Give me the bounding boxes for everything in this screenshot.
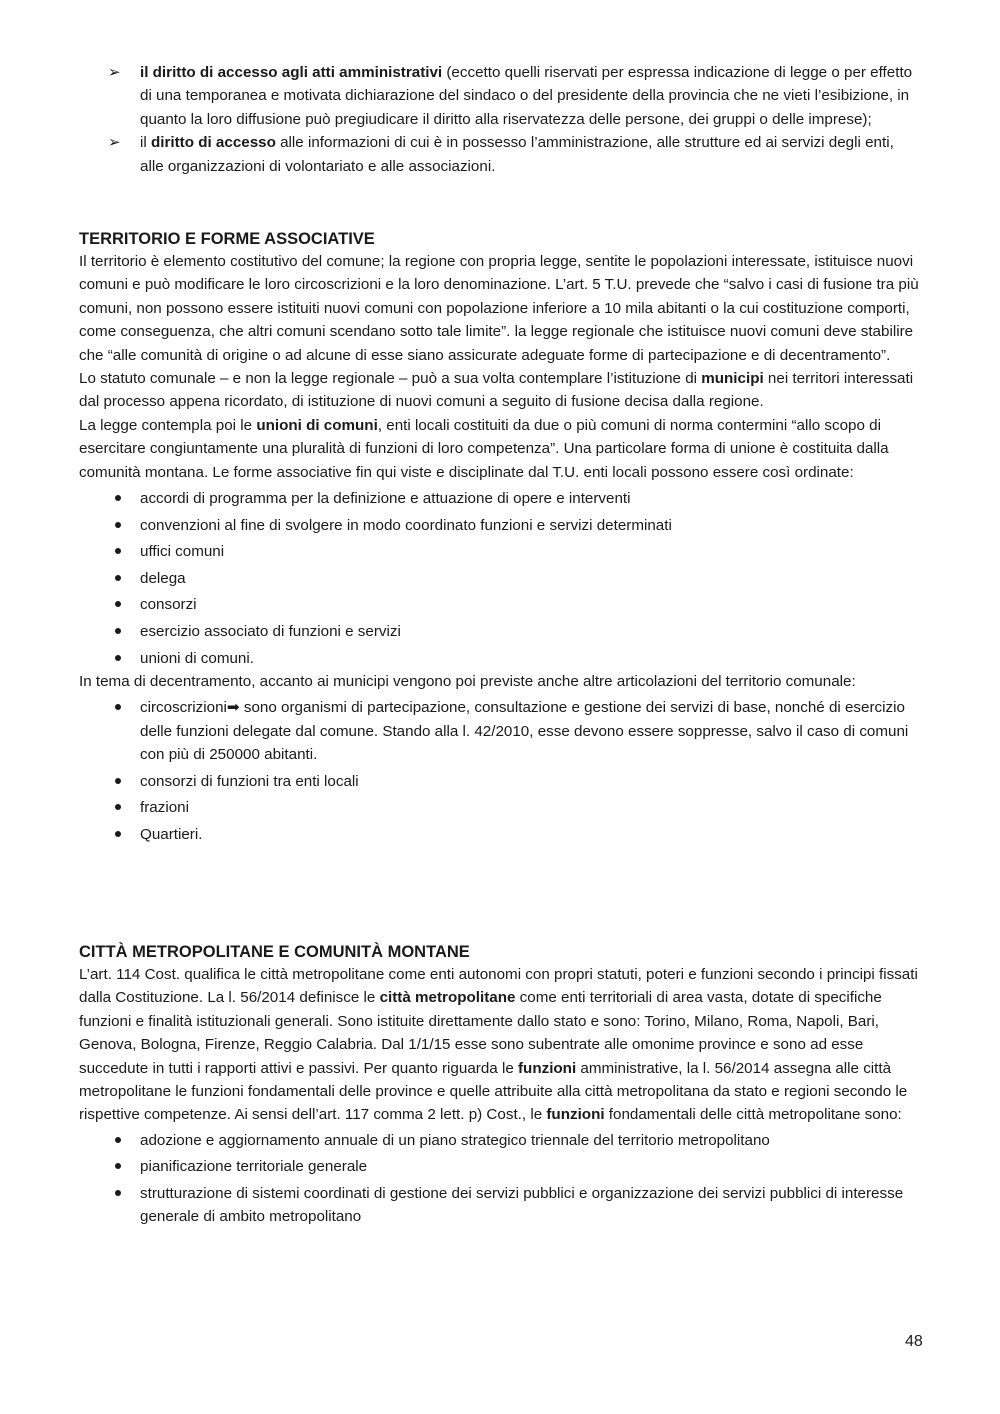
paragraph: La legge contempla poi le unioni di comuni, enti locali costituiti da due o più comuni di norma contermini “allo scopo di esercitare congiuntamente una pluralità di funzioni di loro competenza”. Una particolare forma di unione è costituita dalla comunità montana. Le forme associative fin qui viste e disciplinate dal T.U. enti locali possono essere così ordinate:: [79, 416, 889, 481]
section-heading: CITTÀ METROPOLITANE E COMUNITÀ MONTANE: [79, 943, 470, 961]
list-item: adozione e aggiornamento annuale di un piano strategico triennale del territorio metropolitano: [79, 1129, 919, 1152]
access-rights-list: [79, 61, 919, 178]
list-item: delega: [79, 567, 919, 590]
list-item: circoscrizioni➡ sono organismi di partecipazione, consultazione e gestione dei servizi di base, nonché di esercizio delle funzioni delegate dal comune. Stando alla l. 42/2010, esse devono essere soppresse, salvo il caso di comuni con più di 250000 abitanti.: [79, 696, 919, 766]
arrow-right-icon: ➡: [226, 699, 240, 717]
paragraph: Lo statuto comunale – e non la legge regionale – può a sua volta contemplare l’istituzione di municipi nei territori interessati dal processo appena ricordato, di istituzione di nuovi comuni a seguito di fusione decisa dalla regione.: [79, 370, 914, 411]
list-item: convenzioni al fine di svolgere in modo coordinato funzioni e servizi determinati: [79, 514, 919, 537]
list-item: esercizio associato di funzioni e servizi: [79, 620, 919, 643]
decentralization-list: [79, 696, 919, 846]
list-item: Quartieri.: [79, 823, 919, 846]
list-item: frazioni: [79, 796, 919, 819]
section-territorio: [79, 228, 919, 850]
paragraph: In tema di decentramento, accanto ai municipi vengono poi previste anche altre articolazioni del territorio comunale:: [79, 673, 856, 691]
list-item: unioni di comuni.: [79, 647, 919, 670]
fundamental-functions-list: [79, 1129, 919, 1229]
list-item: pianificazione territoriale generale: [79, 1155, 919, 1178]
list-item: accordi di programma per la definizione e attuazione di opere e interventi: [79, 487, 919, 510]
page-number: 48: [905, 1333, 923, 1350]
list-item: consorzi: [79, 593, 919, 616]
section-heading: TERRITORIO E FORME ASSOCIATIVE: [79, 230, 375, 248]
paragraph: Il territorio è elemento costitutivo del comune; la regione con propria legge, sentite le popolazioni interessate, istituisce nuovi comuni e può modificare le loro circoscrizioni e la loro denominazione. L’art. 5 T.U. prevede che “salvo i casi di fusione tra più comuni, non possono essere istituiti nuovi comuni con popolazione inferiore a 10 mila abitanti o la cui costituzione comporti, come conseguenza, che altri comuni scendano sotto tale limite”. la legge regionale che istituisce nuovi comuni deve stabilire che “alle comunità di origine o ad alcune di esse siano assicurate adeguate forme di partecipazione e di decentramento”.: [79, 253, 919, 364]
list-item: consorzi di funzioni tra enti locali: [79, 770, 919, 793]
section-citta-metropolitane: [79, 941, 919, 1232]
list-item: strutturazione di sistemi coordinati di gestione dei servizi pubblici e organizzazione dei servizi pubblici di interesse generale di ambito metropolitano: [79, 1182, 919, 1229]
paragraph: L’art. 114 Cost. qualifica le città metropolitane come enti autonomi con propri statuti, poteri e funzioni secondo i principi fissati dalla Costituzione. La l. 56/2014 definisce le città metropolitane come enti territoriali di area vasta, dotate di specifiche funzioni e finalità istituzionali generali. Sono istituite direttamente dallo stato e sono: Torino, Milano, Roma, Napoli, Bari, Genova, Bologna, Firenze, Reggio Calabria. Dal 1/1/15 esse sono subentrate alle omonime province e sono ad esse succedute in tutti i rapporti attivi e passivi. Per quanto riguarda le funzioni amministrative, la l. 56/2014 assegna alle città metropolitane le funzioni fondamentali delle province e quelle attribuite alla città metropolitana da stato e regioni secondo le rispettive competenze. Ai sensi dell’art. 117 comma 2 lett. p) Cost., le funzioni fondamentali delle città metropolitane sono:: [79, 966, 918, 1124]
list-item: ➢ il diritto di accesso agli atti amministrativi (eccetto quelli riservati per espressa indicazione di legge o per effetto di una temporanea e motivata dichiarazione del sindaco o del presidente della provincia che ne vieti l’esibizione, in quanto la loro diffusione può pregiudicare il diritto alla riservatezza delle persone, dei gruppi o delle imprese);: [79, 61, 919, 131]
list-item: ➢ il diritto di accesso alle informazioni di cui è in possesso l’amministrazione, alle strutture ed ai servizi degli enti, alle organizzazioni di volontariato e alle associazioni.: [79, 131, 919, 178]
list-item: uffici comuni: [79, 540, 919, 563]
associative-forms-list: [79, 487, 919, 670]
